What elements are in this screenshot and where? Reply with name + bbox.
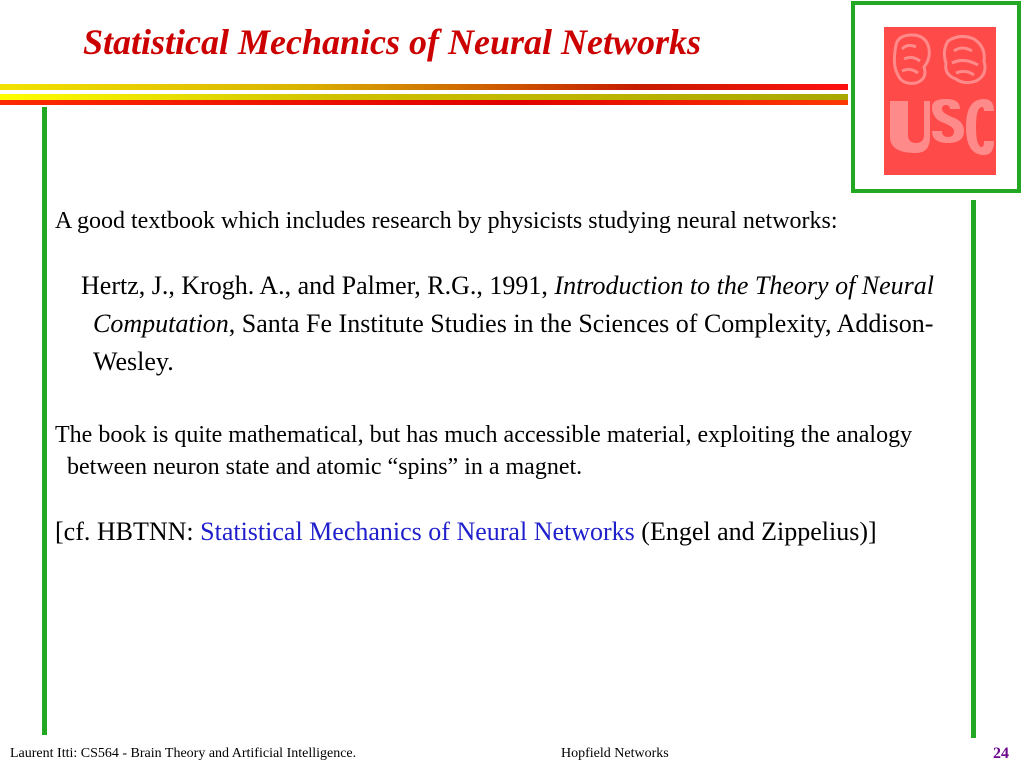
book-description: The book is quite mathematical, but has much accessible material, exploiting the analogy between neuron state and atomic “spins” in a magnet.: [55, 422, 913, 480]
slide-title: Statistical Mechanics of Neural Networks: [83, 22, 702, 62]
left-accent-line: [42, 107, 47, 735]
logo-frame: [851, 1, 1021, 193]
intro-paragraph: A good textbook which includes research by physicists studying neural networks:: [55, 208, 838, 234]
cf-suffix: (Engel and Zippelius)]: [634, 517, 877, 546]
footer-course: Laurent Itti: CS564 - Brain Theory and Artificial Intelligence.: [10, 746, 357, 761]
header-stripe: [0, 100, 848, 105]
book-title: Introduction to the Theory of Neural Computation: [93, 271, 935, 338]
usc-brain-logo-icon: [884, 27, 996, 175]
page-number: 24: [993, 745, 1009, 762]
slide-body: [55, 203, 960, 551]
reference-authors: Hertz, J., Krogh. A., and Palmer, R.G., 1991,: [81, 271, 555, 300]
book-reference: [55, 267, 960, 381]
cf-prefix: [cf. HBTNN:: [55, 517, 201, 546]
cf-reference: [55, 513, 960, 551]
reference-publisher: , Santa Fe Institute Studies in the Sciences of Complexity, Addison-Wesley.: [93, 309, 934, 376]
right-accent-line: [971, 200, 976, 738]
footer-topic: Hopfield Networks: [561, 746, 669, 761]
hbtnn-link[interactable]: Statistical Mechanics of Neural Networks: [200, 517, 635, 546]
